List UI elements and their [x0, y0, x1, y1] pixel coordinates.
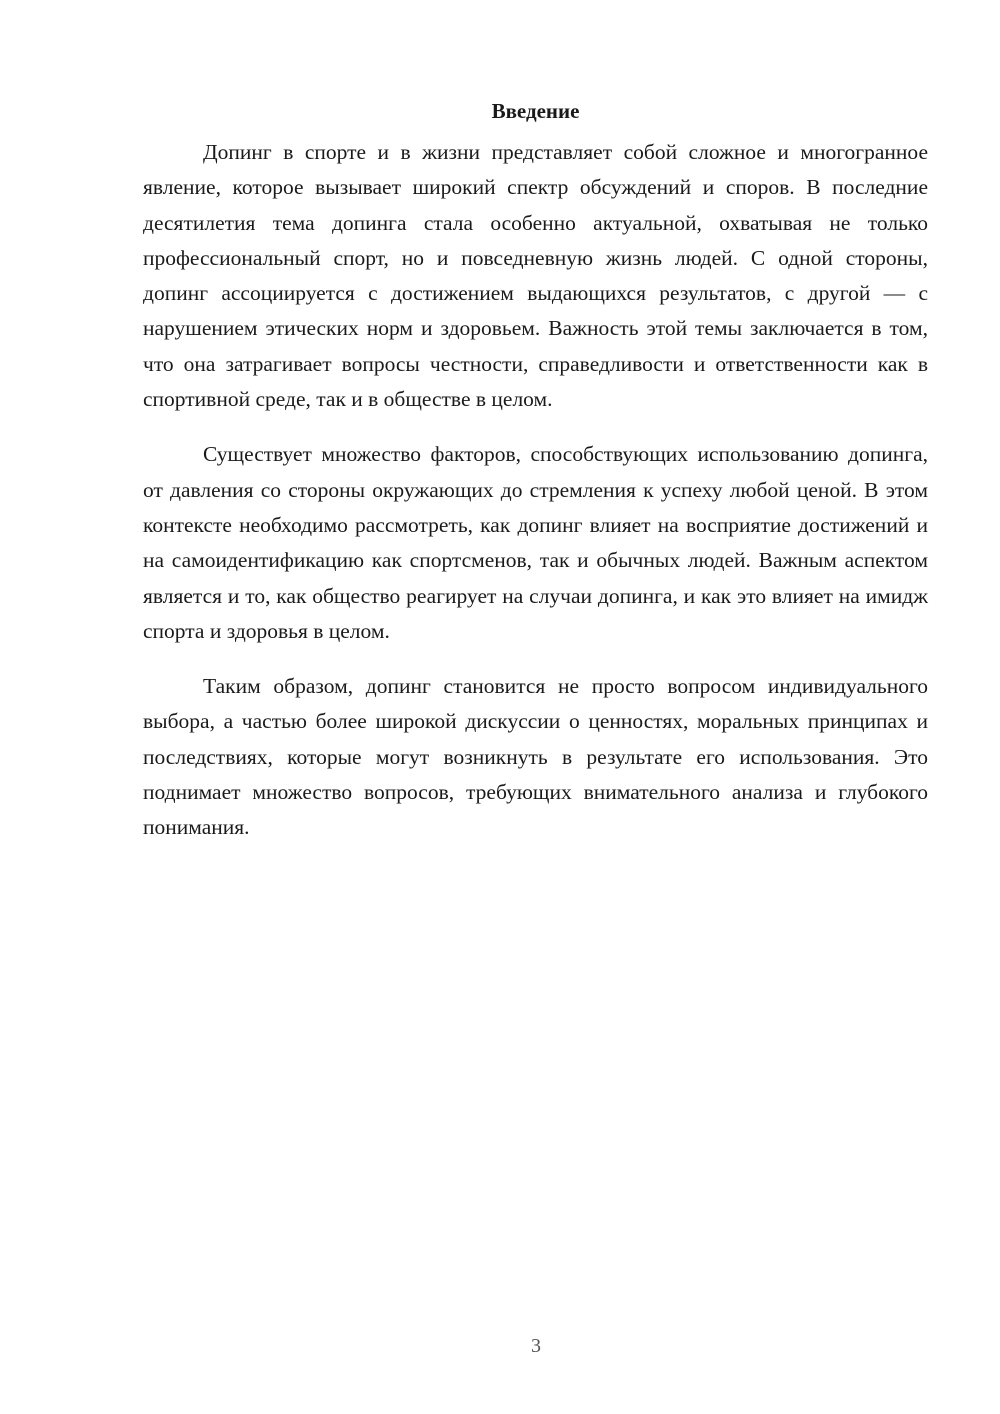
page-content: [143, 94, 928, 846]
page-number: 3: [531, 1335, 541, 1357]
paragraph-2: Существует множество факторов, способствующих использованию допинга, от давления со стороны окружающих до стремления к успеху любой ценой. В этом контексте необходимо рассмотреть, как допинг влияет на восприятие достижений и на самоидентификацию как спортсменов, так и обычных людей. Важным аспектом является и то, как общество реагирует на случаи допинга, и как это влияет на имидж спорта и здоровья в целом.: [143, 442, 928, 643]
section-heading: Введение: [491, 99, 580, 123]
paragraph-3: Таким образом, допинг становится не просто вопросом индивидуального выбора, а частью более широкой дискуссии о ценностях, моральных принципах и последствиях, которые могут возникнуть в результате его использования. Это поднимает множество вопросов, требующих внимательного анализа и глубокого понимания.: [143, 674, 928, 840]
paragraph-1: Допинг в спорте и в жизни представляет собой сложное и многогранное явление, которое вызывает широкий спектр обсуждений и споров. В последние десятилетия тема допинга стала особенно актуальной, охватывая не только профессиональный спорт, но и повседневную жизнь людей. С одной стороны, допинг ассоциируется с достижением выдающихся результатов, с другой — с нарушением этических норм и здоровьем. Важность этой темы заключается в том, что она затрагивает вопросы честности, справедливости и ответственности как в спортивной среде, так и в обществе в целом.: [143, 140, 928, 412]
